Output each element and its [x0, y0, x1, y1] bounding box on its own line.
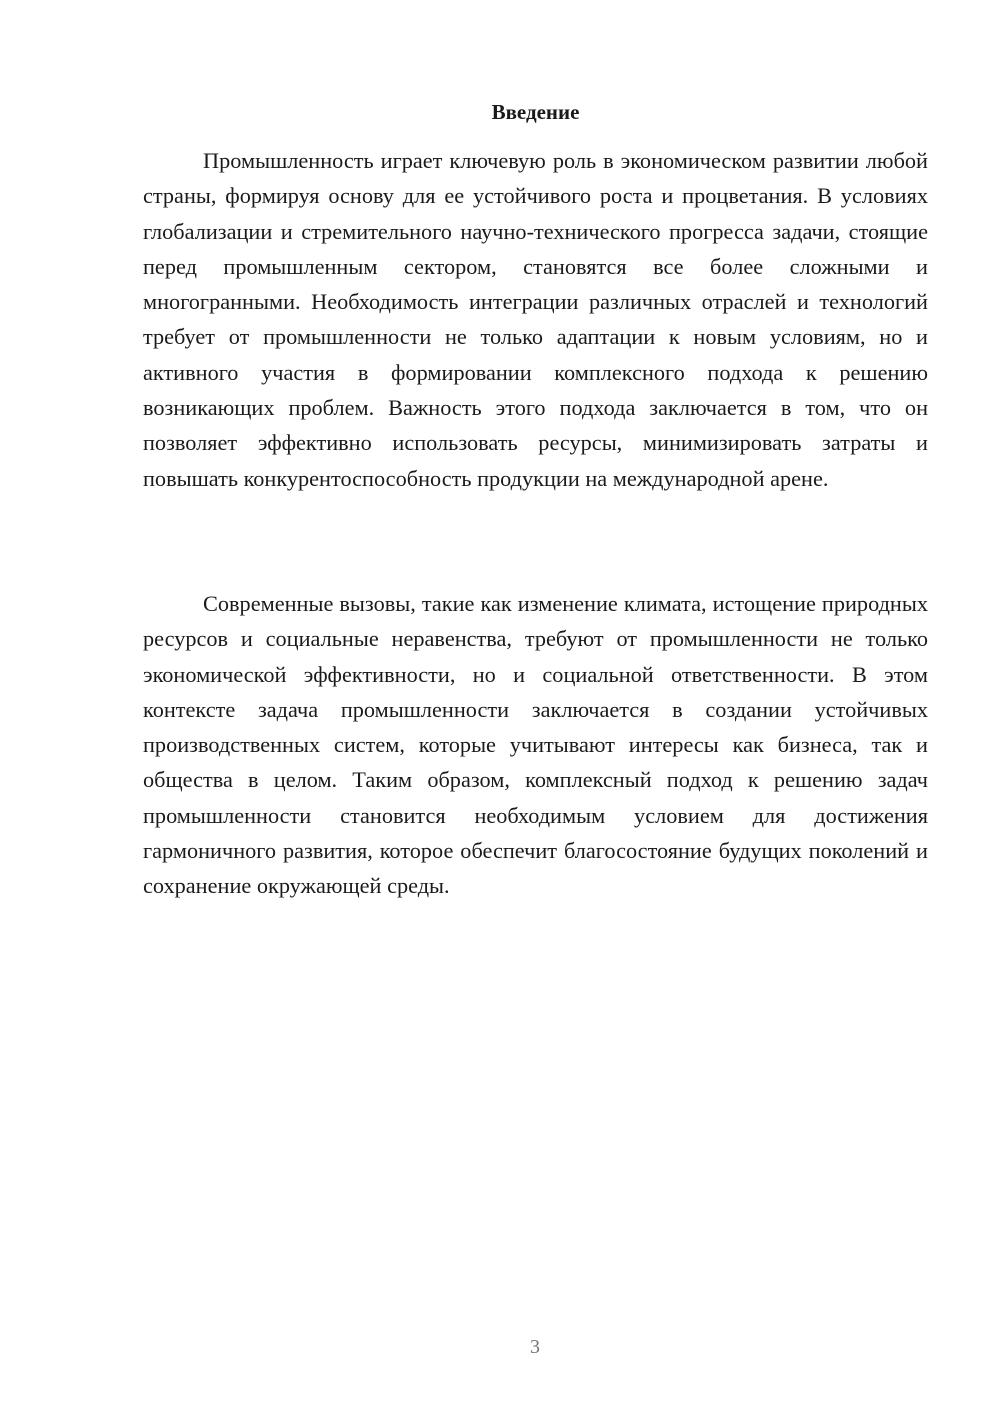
- paragraph-intro: Промышленность играет ключевую роль в экономическом развитии любой страны, формируя основу для ее устойчивого роста и процветания. В условиях глобализации и стремительного научно-технического прогресса задачи, стоящие перед промышленным сектором, становятся все более сложными и многогранными. Необходимость интеграции различных отраслей и технологий требует от промышленности не только адаптации к новым условиям, но и активного участия в формировании комплексного подхода к решению возникающих проблем. Важность этого подхода заключается в том, что он позволяет эффективно использовать ресурсы, минимизировать затраты и повышать конкурентоспособность продукции на международной арене.: [143, 148, 928, 491]
- section-heading: Введение: [491, 100, 580, 124]
- page-number: 3: [530, 1336, 540, 1358]
- paragraph-challenges: Современные вызовы, такие как изменение климата, истощение природных ресурсов и социальные неравенства, требуют от промышленности не только экономической эффективности, но и социальной ответственности. В этом контексте задача промышленности заключается в создании устойчивых производственных систем, которые учитывают интересы как бизнеса, так и общества в целом. Таким образом, комплексный подход к решению задач промышленности становится необходимым условием для достижения гармоничного развития, которое обеспечит благосостояние будущих поколений и сохранение окружающей среды.: [143, 591, 928, 899]
